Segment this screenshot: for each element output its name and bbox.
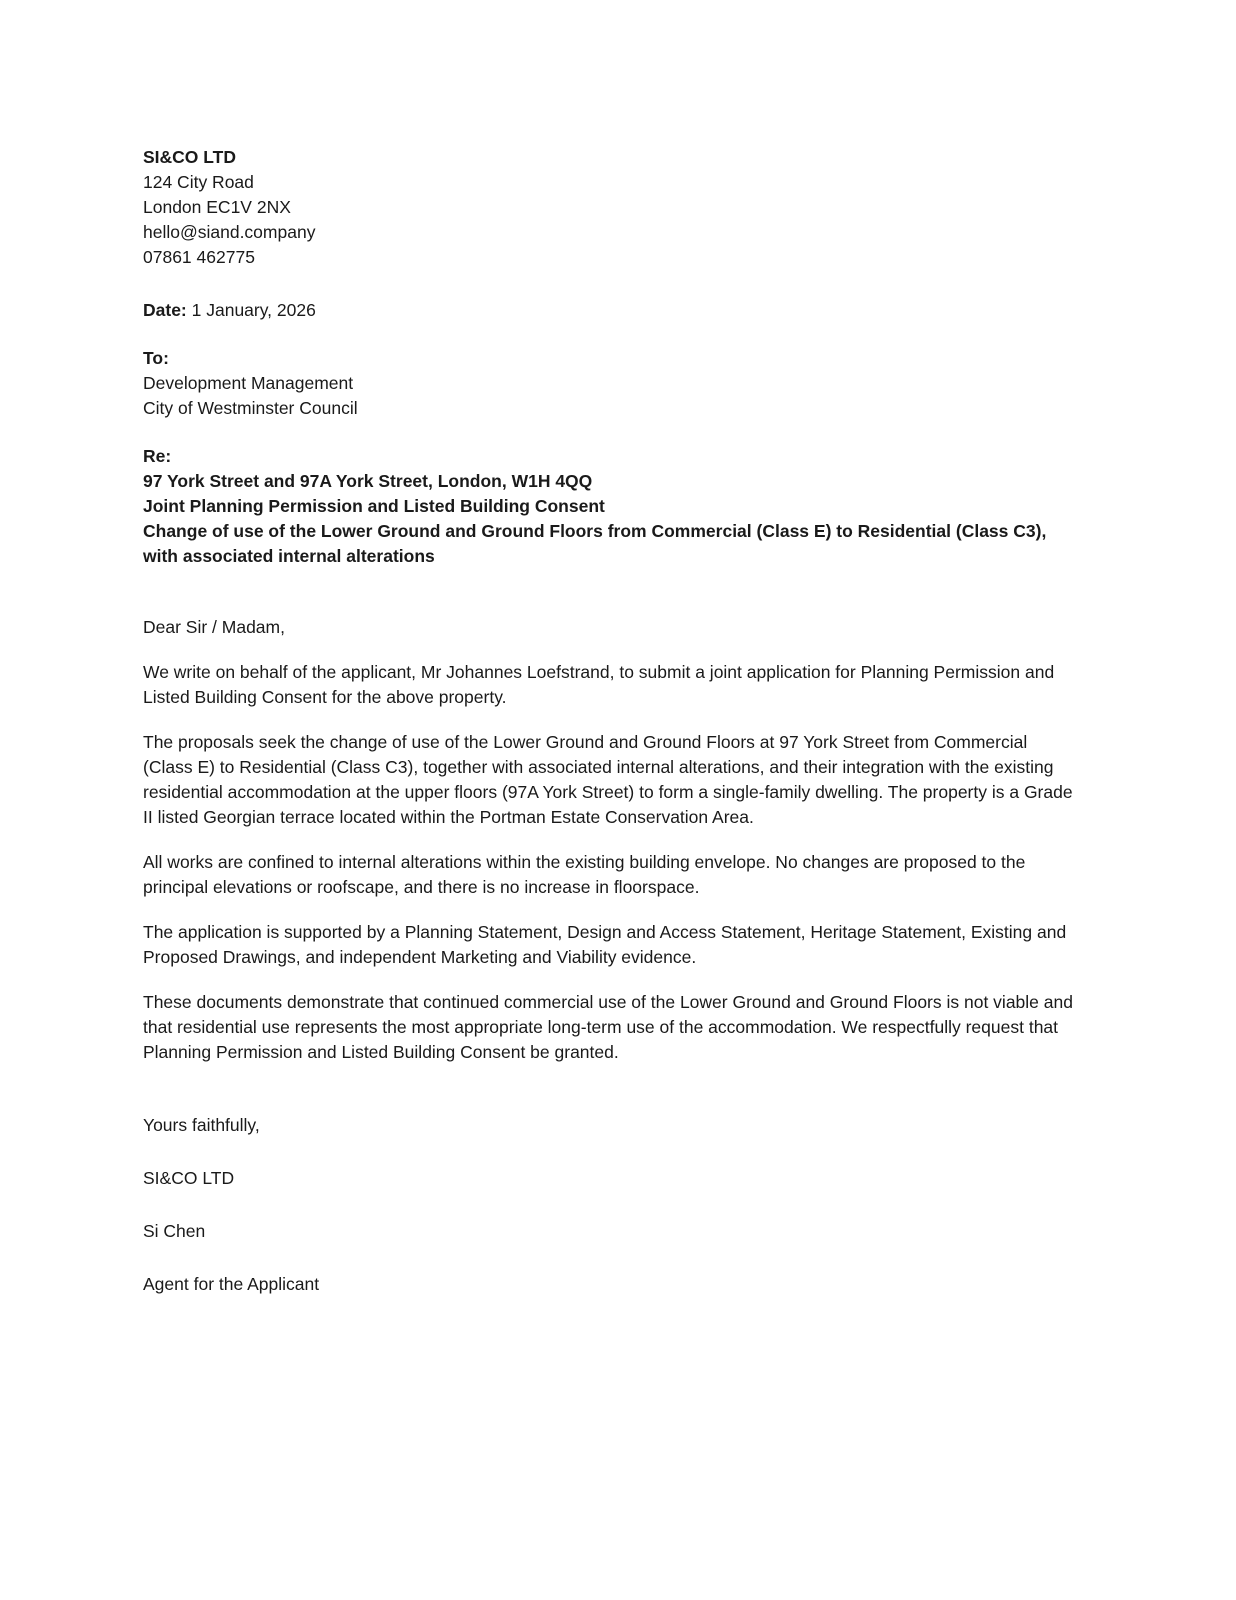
subject-line2: Joint Planning Permission and Listed Building Consent xyxy=(143,496,605,516)
recipient-line1: Development Management xyxy=(143,373,354,393)
subject-line3: Change of use of the Lower Ground and Ground Floors from Commercial (Class E) to Residential (Class C3), with associated internal alterations xyxy=(143,521,1047,566)
subject-line1: 97 York Street and 97A York Street, London, W1H 4QQ xyxy=(143,471,593,491)
sender-phone: 07861 462775 xyxy=(143,247,255,267)
signatory-name: Si Chen xyxy=(143,1221,206,1241)
recipient-block xyxy=(143,346,1081,421)
body-paragraph-5: These documents demonstrate that continued commercial use of the Lower Ground and Ground Floors is not viable and that residential use represents the most appropriate long-term use of the accommodation. We respectfully request that Planning Permission and Listed Building Consent be granted. xyxy=(143,992,1073,1062)
subject-block xyxy=(143,444,1081,569)
date-line xyxy=(143,298,1081,323)
recipient-label: To: xyxy=(143,348,169,368)
closing-block xyxy=(143,1113,1081,1297)
date-label: Date: xyxy=(143,300,187,320)
letter-content xyxy=(143,145,1081,1297)
sender-email: hello@siand.company xyxy=(143,222,316,242)
valediction: Yours faithfully, xyxy=(143,1115,260,1135)
sender-address-line1: 124 City Road xyxy=(143,172,254,192)
sender-address-line2: London EC1V 2NX xyxy=(143,197,291,217)
closing-company: SI&CO LTD xyxy=(143,1168,235,1188)
body-paragraph-1: We write on behalf of the applicant, Mr Johannes Loefstrand, to submit a joint application for Planning Permission and Listed Building Consent for the above property. xyxy=(143,662,1055,707)
signatory-role: Agent for the Applicant xyxy=(143,1274,320,1294)
sender-company-name: SI&CO LTD xyxy=(143,147,237,167)
subject-label: Re: xyxy=(143,446,172,466)
date-value: 1 January, 2026 xyxy=(186,300,316,320)
recipient-line2: City of Westminster Council xyxy=(143,398,358,418)
body-paragraph-3: All works are confined to internal alterations within the existing building envelope. No changes are proposed to the principal elevations or roofscape, and there is no increase in floorspace. xyxy=(143,852,1026,897)
body-paragraph-2: The proposals seek the change of use of the Lower Ground and Ground Floors at 97 York Street from Commercial (Class E) to Residential (Class C3), together with associated internal alterations, and their integration with the existing residential accommodation at the upper floors (97A York Street) to form a single-family dwelling. The property is a Grade II listed Georgian terrace located within the Portman Estate Conservation Area. xyxy=(143,732,1073,827)
sender-block xyxy=(143,145,1081,270)
salutation: Dear Sir / Madam, xyxy=(143,617,285,637)
body-paragraph-4: The application is supported by a Planning Statement, Design and Access Statement, Heritage Statement, Existing and Proposed Drawings, and independent Marketing and Viability evidence. xyxy=(143,922,1067,967)
